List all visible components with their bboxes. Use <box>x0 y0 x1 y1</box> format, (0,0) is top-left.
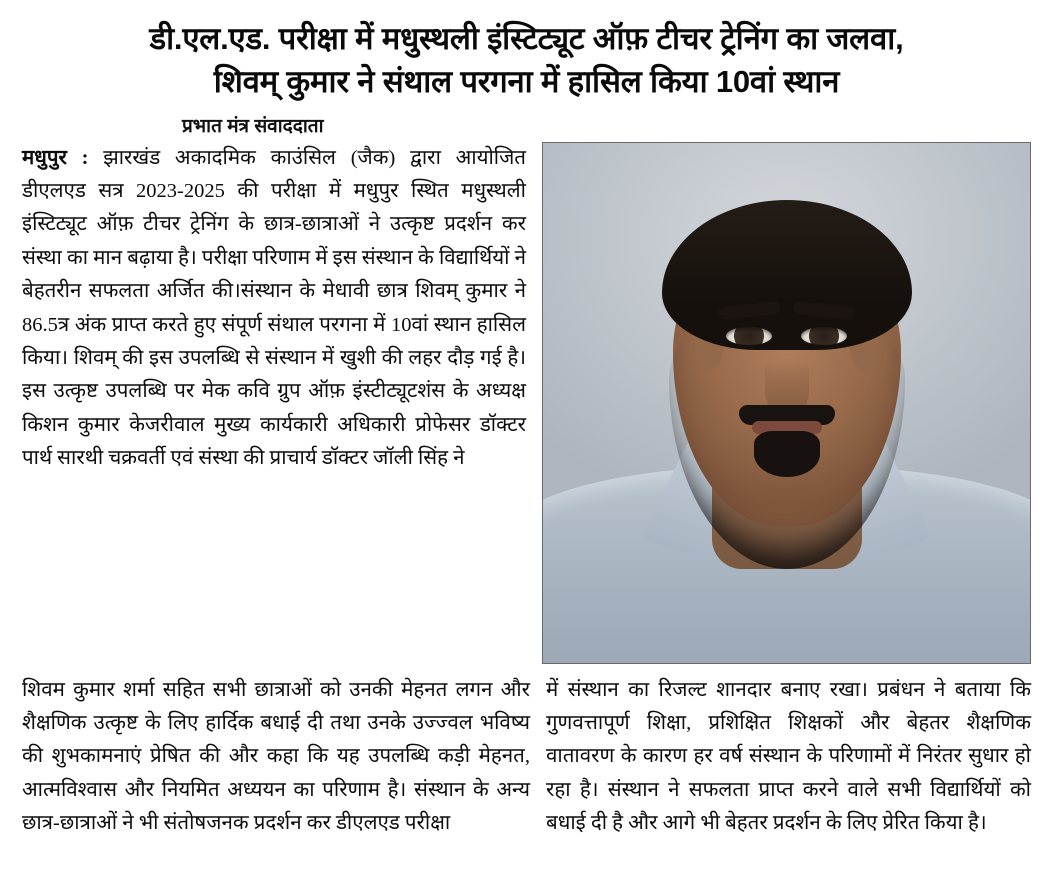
article-paragraph-first-text: झारखंड अकादमिक काउंसिल (जैक) द्वारा आयोजित डीएलएड सत्र 2023-2025 की परीक्षा में मधुपुर स्थित मधुस्थली इंस्टिट्यूट ऑफ़ टीचर ट्रेनिंग के छात्र-छात्राओं ने उत्कृष्ट प्रदर्शन कर संस्था का मान बढ़ाया है। परीक्षा परिणाम में इस संस्थान के विद्यार्थियों ने बेहतरीन सफलता अर्जित की।संस्थान के मेधावी छात्र शिवम् कुमार ने 86.5त्र अंक प्राप्त करते हुए संपूर्ण संथाल परगना में 10वां स्थान हासिल किया। शिवम् की इस उपलब्धि से संस्थान में खुशी की लहर दौड़ गई है। इस उत्कृष्ट उपलब्धि पर मेक कवि ग्रुप ऑफ़ इंस्टीट्यूटशंस के अध्यक्ष किशन कुमार केजरीवाल मुख्य कार्यकारी अधिकारी प्रोफेसर डॉक्टर पार्थ सारथी चक्रवर्ती एवं संस्था की प्राचार्य डॉक्टर जॉली सिंह ने <box>22 146 526 470</box>
headline-line-1: डी.एल.एड. परीक्षा में मधुस्थली इंस्टिट्यूट ऑफ़ टीचर ट्रेनिंग का जलवा, <box>149 21 904 56</box>
article-body <box>22 142 1031 476</box>
article-paragraph-right: में संस्थान का रिजल्ट शानदार बनाए रखा। प्रबंधन ने बताया कि गुणवत्तापूर्ण शिक्षा, प्रशिक्षित शिक्षकों और बेहतर शैक्षणिक वातावरण के कारण हर वर्ष संस्थान के परिणामों में निरंतर सुधार हो रहा है। संस्थान ने सफलता प्राप्त करने वाले सभी विद्यार्थियों को बधाई दी है और आगे भी बेहतर प्रदर्शन के लिए प्रेरित किया है। <box>546 678 1031 835</box>
chin-beard <box>754 431 820 477</box>
portrait-photo <box>542 142 1031 664</box>
byline: प्रभात मंत्र संवाददाता <box>182 115 324 137</box>
dateline: मधुपुर : <box>22 146 89 169</box>
headline-line-2: शिवम् कुमार ने संथाल परगना में हासिल किया 10वां स्थान <box>213 63 840 99</box>
article-paragraph-left: शिवम कुमार शर्मा सहित सभी छात्राओं को उनकी मेहनत लगन और शैक्षणिक उत्कृष्ट के लिए हार्दिक बधाई दी तथा उनके उज्ज्वल भविष्य की शुभकामनाएं प्रेषित की और कहा कि यह उपलब्धि कड़ी मेहनत, आत्मविश्वास और नियमित अध्ययन का परिणाम है। संस्थान के अन्य छात्र-छात्राओं ने भी संतोषजनक प्रदर्शन कर डीएलएड परीक्षा <box>22 678 530 835</box>
page-title <box>22 18 1031 104</box>
